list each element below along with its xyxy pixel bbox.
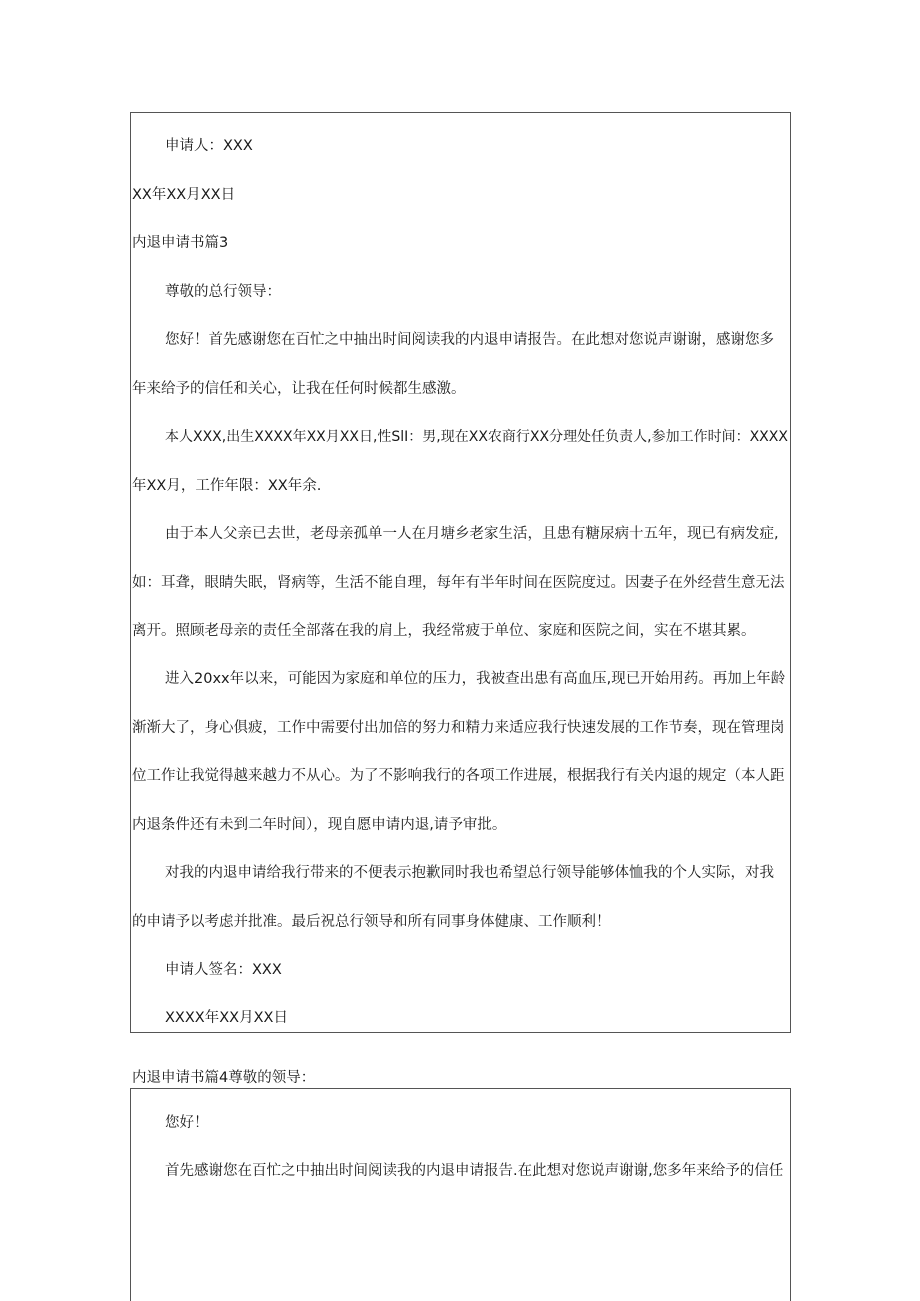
paragraph-4-line: 渐渐大了，身心俱疲，工作中需要付出加倍的努力和精力来适应我行快速发展的工作节奏，现在管理岗 — [132, 720, 785, 736]
applicant-line: 申请人：XXX — [165, 138, 253, 154]
paragraph-2-line: 本人XXX,出生XXXX年XX月XX日,性SlI：男,现在XX农商行XX分理处任负责人,参加工作时间：XXXX — [165, 429, 788, 445]
salutation: 尊敬的总行领导： — [165, 284, 281, 300]
paragraph-4-line: 进入20xx年以来，可能因为家庭和单位的压力，我被查出患有高血压,现已开始用药。再加上年龄 — [165, 671, 786, 687]
letter-section-4 — [130, 1088, 791, 1301]
section-4-paragraph-1-line: 首先感谢您在百忙之中抽出时间阅读我的内退申请报告.在此想对您说声谢谢,您多年来给予的信任 — [165, 1163, 784, 1179]
letter-section-3 — [130, 112, 791, 1033]
paragraph-5-line: 的申请予以考虑并批准。最后祝总行领导和所有同事身体健康、工作顺利！ — [132, 914, 611, 930]
paragraph-3-line: 由于本人父亲已去世，老母亲孤单一人在月塘乡老家生活，且患有糖尿病十五年，现已有病发症, — [165, 526, 779, 542]
paragraph-3-line: 离开。照顾老母亲的责任全部落在我的肩上，我经常疲于单位、家庭和医院之间，实在不堪其累。 — [132, 623, 756, 639]
paragraph-1-line: 您好！首先感谢您在百忙之中抽出时间阅读我的内退申请报告。在此想对您说声谢谢，感谢您多 — [165, 332, 774, 348]
date-bottom: XXXX年XX月XX日 — [165, 1010, 288, 1026]
greeting: 您好！ — [165, 1115, 209, 1131]
paragraph-1-line: 年来给予的信任和关心，让我在任何时候都生感激。 — [132, 381, 466, 397]
section-3-heading: 内退申请书篇3 — [132, 235, 229, 251]
section-4-heading: 内退申请书篇4尊敬的领导： — [132, 1070, 316, 1086]
signature-line: 申请人签名：XXX — [165, 962, 282, 978]
date-top: XX年XX月XX日 — [132, 187, 236, 203]
paragraph-5-line: 对我的内退申请给我行带来的不便表示抱歉同时我也希望总行领导能够体恤我的个人实际，对我 — [165, 865, 774, 881]
paragraph-4-line: 位工作让我觉得越来越力不从心。为了不影响我行的各项工作进展，根据我行有关内退的规定（本人距 — [132, 768, 785, 784]
paragraph-2-line: 年XX月，工作年限：XX年余. — [132, 478, 322, 494]
paragraph-4-line: 内退条件还有未到二年时间），现自愿申请内退,请予审批。 — [132, 817, 507, 833]
paragraph-3-line: 如：耳聋，眼睛失眠，肾病等，生活不能自理，每年有半年时间在医院度过。因妻子在外经营生意无法 — [132, 575, 785, 591]
